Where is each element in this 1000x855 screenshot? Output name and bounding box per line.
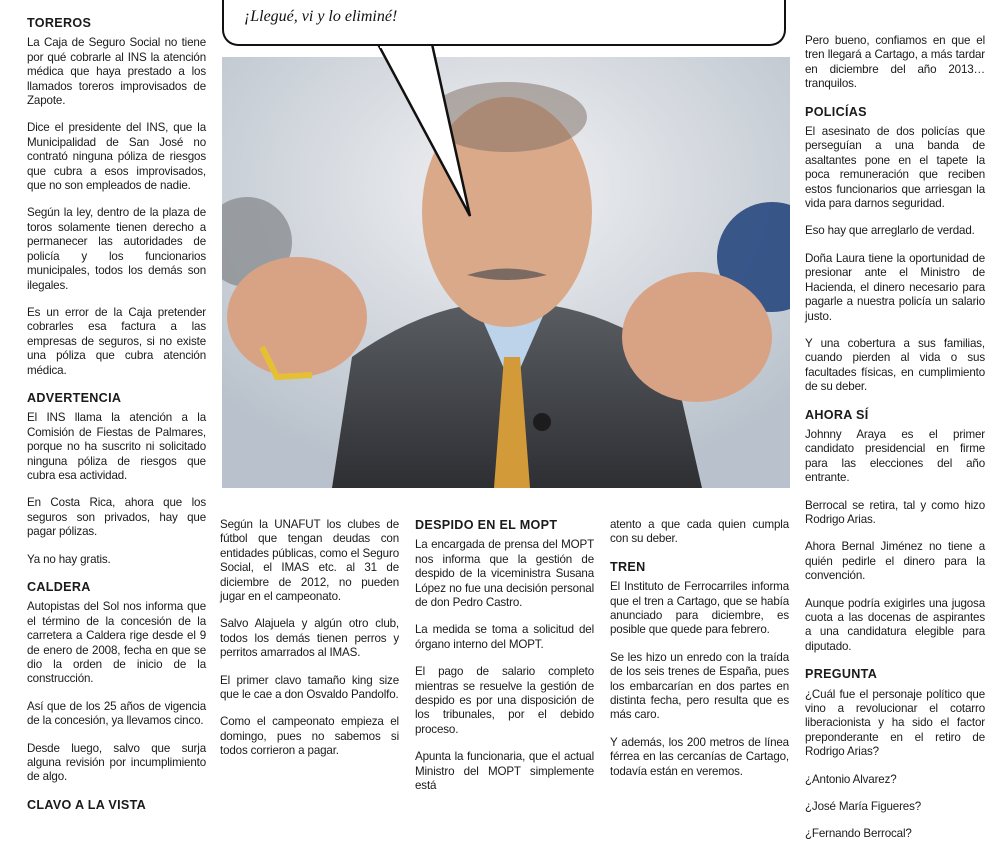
photo-illustration — [222, 57, 790, 488]
paragraph: Dice el presidente del INS, que la Municipalidad de San José no contrató ninguna póliza de riesgos que cubra a esos improvisados, que no son empleados de nadie. — [27, 121, 206, 193]
column-4 — [610, 518, 789, 792]
column-section — [610, 518, 789, 547]
paragraph: Así que de los 25 años de vigencia de la concesión, ya llevamos cinco. — [27, 699, 206, 728]
column-section — [27, 391, 206, 567]
section-heading: CALDERA — [27, 580, 91, 594]
speech-bubble-quote: ¡Llegué, vi y lo eliminé! — [244, 8, 398, 25]
column-5 — [805, 34, 985, 855]
paragraph: ¿José María Figueres? — [805, 800, 922, 814]
paragraph: Apunta la funcionaria, que el actual Ministro del MOPT simplemente está — [415, 750, 594, 793]
section-heading: PREGUNTA — [805, 667, 878, 682]
paragraph: ¿Cuál fue el personaje político que vino a revolucionar el cotarro liberacionista y ha sido el factor preponderante en el retiro de Rodrigo Arias? — [805, 687, 985, 759]
section-heading: CLAVO A LA VISTA — [27, 797, 147, 812]
section-heading: TREN — [610, 559, 646, 574]
paragraph: Es un error de la Caja pretender cobrarles esa factura a las empresas de seguros, si no existe una póliza que cubra atención médica. — [27, 305, 206, 377]
section-heading: AHORA SÍ — [805, 407, 869, 422]
column-section — [805, 105, 985, 395]
paragraph: Se les hizo un enredo con la traída de los seis trenes de España, pues los embarcarían en dos partes en distinta fecha, pero resulta que es más caro. — [610, 650, 789, 722]
column-section — [220, 518, 399, 759]
column-section — [27, 16, 206, 378]
section-heading: DESPIDO EN EL MOPT — [415, 518, 558, 532]
paragraph: El primer clavo tamaño king size que le cae a don Osvaldo Pandolfo. — [220, 673, 399, 702]
column-section — [27, 798, 206, 812]
column-section — [805, 34, 985, 92]
paragraph: Como el campeonato empieza el domingo, pues no sabemos si todos corrieron a pagar. — [220, 715, 399, 758]
paragraph: La encargada de prensa del MOPT nos informa que la gestión de despido de la viceministra Susana López no fue una decisión personal de don Pedro Castro. — [415, 538, 594, 610]
column-section — [805, 667, 985, 842]
paragraph: Ahora Bernal Jiménez no tiene a quién pedirle el dinero para la convención. — [805, 540, 985, 583]
paragraph: El INS llama la atención a la Comisión de Fiestas de Palmares, porque no ha suscrito ni solicitado ninguna póliza de riesgos que cubra esa actividad. — [27, 411, 206, 482]
paragraph: Según la ley, dentro de la plaza de toros solamente tienen derecho a permanecer las autoridades de policía y los funcionarios municipales, todos los demás son ilegales. — [27, 206, 206, 292]
paragraph: Ya no hay gratis. — [27, 552, 111, 566]
paragraph: El pago de salario completo mientras se resuelve la gestión de despido es por una disposición de los tribunales, por el debido proceso. — [415, 665, 594, 736]
paragraph: Pero bueno, confiamos en que el tren llegará a Cartago, a más tardar en diciembre del año 2013… tranquilos. — [805, 34, 985, 91]
paragraph: La Caja de Seguro Social no tiene por qué cobrarle al INS la atención médica que haya prestado a los llamados toreros improvisados de Zapote. — [27, 36, 206, 108]
paragraph: Berrocal se retira, tal y como hizo Rodrigo Arias. — [805, 498, 985, 526]
paragraph: ¿Fernando Berrocal? — [805, 827, 912, 841]
section-heading: ADVERTENCIA — [27, 390, 122, 405]
column-section — [805, 408, 985, 655]
politician-photo — [222, 57, 790, 488]
section-heading: POLICÍAS — [805, 104, 867, 119]
paragraph: Y una cobertura a sus familias, cuando pierden al vida o sus facultades físicas, en cumplimiento de su deber. — [805, 336, 985, 394]
column-section — [415, 518, 594, 794]
paragraph: La medida se toma a solicitud del órgano interno del MOPT. — [415, 623, 594, 651]
paragraph: ¿Antonio Alvarez? — [805, 772, 897, 786]
paragraph: En Costa Rica, ahora que los seguros son privados, hay que pagar pólizas. — [27, 496, 206, 539]
column-section — [27, 580, 206, 785]
paragraph: Eso hay que arreglarlo de verdad. — [805, 224, 975, 238]
paragraph: atento a que cada quien cumpla con su deber. — [610, 518, 789, 546]
paragraph: El asesinato de dos policías que perseguían a una banda de asaltantes pone en el tapete la poca remuneración que reciben estos funcionarios que arriesgan la vida para darnos seguridad. — [805, 125, 985, 211]
paragraph: Según la UNAFUT los clubes de fútbol que tengan deudas con entidades públicas, como el Seguro Social, el IMAS etc. al 31 de diciembre de 2012, no pueden jugar en el campeonato. — [220, 518, 399, 604]
paragraph: Doña Laura tiene la oportunidad de presionar ante el Ministro de Hacienda, el dinero necesario para pagarle a nuestra policía un salario justo. — [805, 251, 985, 323]
paragraph: Autopistas del Sol nos informa que el término de la concesión de la carretera a Caldera rige desde el 9 de enero de 2008, fecha en que se dio la orden de inicio de la construcción. — [27, 600, 206, 686]
paragraph: Y además, los 200 metros de línea férrea en las cercanías de Cartago, todavía están en veremos. — [610, 735, 789, 778]
paragraph: Johnny Araya es el primer candidato presidencial en firme para las elecciones del año entrante. — [805, 427, 985, 485]
column-section — [610, 560, 789, 779]
speech-bubble — [222, 0, 786, 46]
paragraph: El Instituto de Ferrocarriles informa que el tren a Cartago, que se había anunciado para diciembre, es posible que quede para febrero. — [610, 580, 789, 637]
paragraph: Desde luego, salvo que surja alguna revisión por incumplimiento de algo. — [27, 741, 206, 784]
paragraph: Salvo Alajuela y algún otro club, todos los demás tienen perros y perritos amarrados al IMAS. — [220, 617, 399, 660]
paragraph: Aunque podría exigirles una jugosa cuota a las docenas de aspirantes a una candidatura elegible para diputado. — [805, 596, 985, 653]
column-1 — [27, 16, 206, 818]
section-heading: TOREROS — [27, 16, 92, 30]
column-3 — [415, 518, 594, 807]
column-2 — [220, 518, 399, 772]
